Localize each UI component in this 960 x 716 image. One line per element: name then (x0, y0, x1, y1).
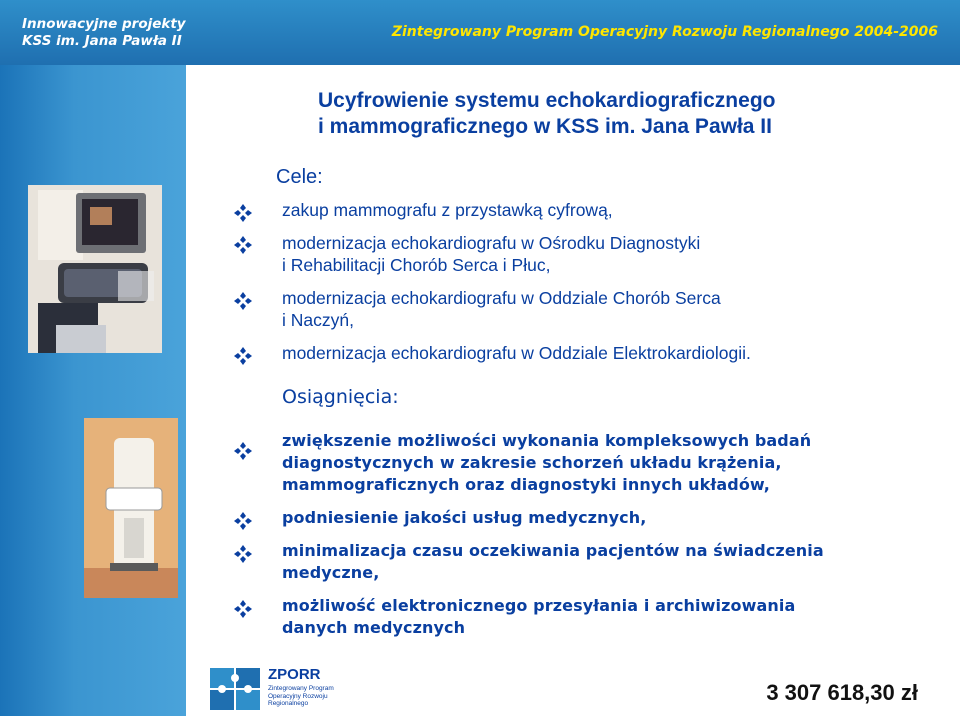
cele-item-2-line1: modernizacja echokardiografu w Ośrodku Diagnostyki (282, 233, 701, 253)
cele-item-4-text: modernizacja echokardiografu w Oddziale Elektrokardiologii. (282, 343, 751, 363)
diamond-bullet-icon (234, 442, 252, 460)
header-bar (0, 0, 960, 65)
osiagniecia-heading: Osiągnięcia: (282, 386, 399, 408)
diamond-bullet-icon (234, 292, 252, 310)
osiagniecia-item-1-line2: diagnostycznych w zakresie schorzeń układu krążenia, (282, 453, 782, 472)
cele-item-1-text: zakup mammografu z przystawką cyfrową, (282, 200, 613, 220)
title-line1: Ucyfrowienie systemu echokardiograficznego (318, 89, 776, 112)
diamond-bullet-icon (234, 512, 252, 530)
zporr-logo-subtitle: Zintegrowany Program Operacyjny Rozwoju Regionalnego (268, 685, 334, 707)
diamond-bullet-icon (234, 204, 252, 222)
osiagniecia-item-4 (282, 595, 912, 639)
osiagniecia-item-4-line1: możliwość elektronicznego przesyłania i archiwizowania (282, 596, 796, 615)
osiagniecia-item-4-line2: danych medycznych (282, 618, 466, 637)
zporr-logo-icon (210, 668, 262, 712)
diamond-bullet-icon (234, 347, 252, 365)
echocardiograph-photo (28, 185, 162, 353)
osiagniecia-item-3-line2: medyczne, (282, 563, 380, 582)
mammograph-photo (84, 418, 178, 598)
osiagniecia-item-2 (282, 507, 912, 529)
diamond-bullet-icon (234, 545, 252, 563)
cele-item-2-line2: i Rehabilitacji Chorób Serca i Płuc, (282, 255, 551, 275)
osiagniecia-item-3-line1: minimalizacja czasu oczekiwania pacjentów na świadczenia (282, 541, 824, 560)
osiagniecia-item-1-line3: mammograficznych oraz diagnostyki innych układów, (282, 475, 770, 494)
header-program-title: Zintegrowany Program Operacyjny Rozwoju Regionalnego 2004-2006 (391, 24, 938, 40)
cele-item-2 (282, 232, 912, 276)
cele-heading: Cele: (276, 166, 323, 188)
title-line2: i mammograficznego w KSS im. Jana Pawła II (318, 115, 772, 138)
left-sidebar (0, 65, 186, 716)
osiagniecia-item-3 (282, 540, 912, 584)
cele-item-4 (282, 342, 912, 364)
cele-item-3-line2: i Naczyń, (282, 310, 354, 330)
header-left-line1: Innowacyjne projekty (22, 16, 186, 32)
cele-item-3 (282, 287, 912, 331)
diamond-bullet-icon (234, 600, 252, 618)
page-title (318, 88, 775, 140)
osiagniecia-item-2-line1: podniesienie jakości usług medycznych, (282, 508, 647, 527)
project-amount: 3 307 618,30 zł (766, 680, 918, 705)
osiagniecia-item-1-line1: zwiększenie możliwości wykonania kompleksowych badań (282, 431, 812, 450)
header-project-label (22, 16, 186, 50)
diamond-bullet-icon (234, 236, 252, 254)
header-left-line2: KSS im. Jana Pawła II (22, 33, 182, 49)
osiagniecia-item-1 (282, 430, 912, 496)
cele-item-3-line1: modernizacja echokardiografu w Oddziale Chorób Serca (282, 288, 721, 308)
cele-item-1 (282, 199, 912, 221)
zporr-logo-title: ZPORR (268, 666, 321, 683)
